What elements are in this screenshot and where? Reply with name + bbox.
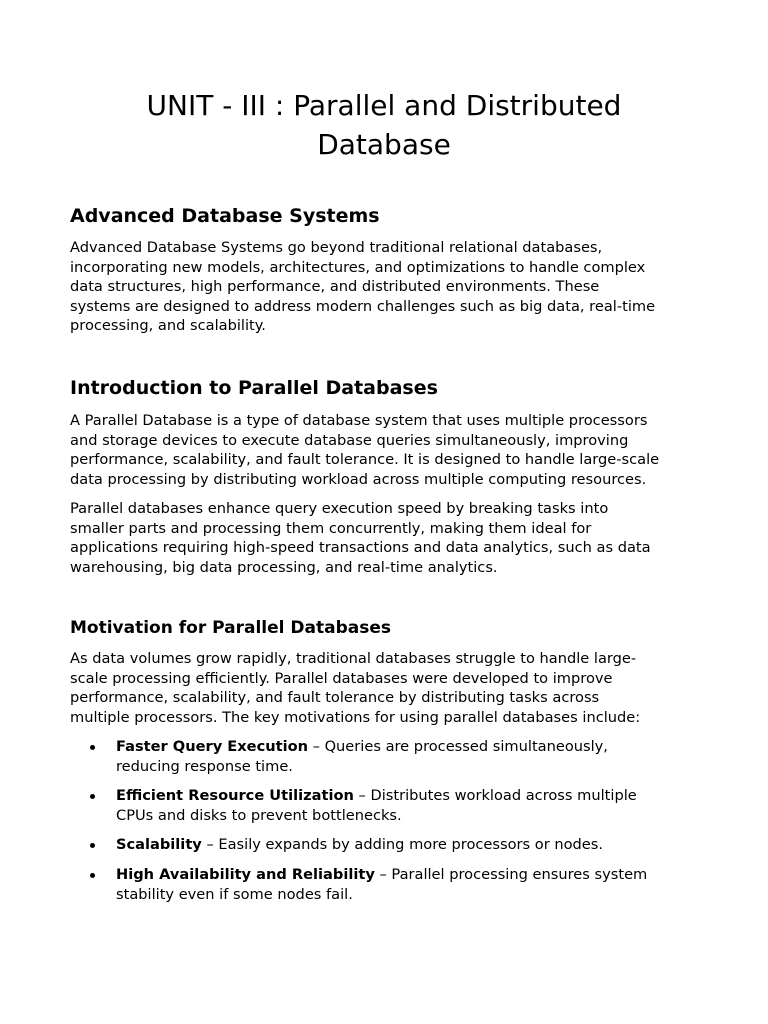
paragraph-line: scale processing efficiently. Parallel databases were developed to improve [70, 669, 613, 687]
motivation-bullet-list [70, 737, 698, 914]
paragraph-line: processing, and scalability. [70, 317, 266, 335]
page-title [70, 86, 698, 164]
bullet-text: – Easily expands by adding more processors or nodes. [201, 836, 603, 854]
bullet-line [116, 865, 698, 885]
paragraph-line: data processing by distributing workload across multiple computing resources. [70, 470, 647, 488]
bullet-line [116, 737, 698, 757]
bullet-term: Scalability [116, 836, 202, 854]
page-title-line-2: Database [317, 128, 451, 161]
paragraph-line: Advanced Database Systems go beyond traditional relational databases, [70, 239, 603, 256]
bullet-line: reducing response time. [116, 757, 293, 775]
paragraph-line: smaller parts and processing them concurrently, making them ideal for [70, 519, 592, 537]
bullet-term: High Availability and Reliability [116, 865, 375, 883]
bullet-term: Faster Query Execution [116, 738, 308, 755]
paragraph-line: data structures, high performance, and distributed environments. These [70, 278, 600, 296]
list-item [70, 835, 698, 855]
heading-motivation-parallel-databases: Motivation for Parallel Databases [70, 618, 391, 638]
heading-introduction-parallel-databases: Introduction to Parallel Databases [70, 377, 438, 399]
bullet-term: Efficient Resource Utilization [116, 787, 354, 805]
paragraph-motivation [70, 649, 698, 727]
paragraph-line: multiple processors. The key motivations for using parallel databases include: [70, 708, 641, 726]
paragraph-line: systems are designed to address modern challenges such as big data, real-time [70, 297, 656, 315]
paragraph-line: performance, scalability, and fault tolerance by distributing tasks across [70, 689, 600, 707]
paragraph-intro-2 [70, 499, 698, 577]
list-item [70, 865, 698, 904]
heading-advanced-database-systems: Advanced Database Systems [70, 205, 380, 227]
bullet-text: – Parallel processing ensures system [374, 865, 648, 883]
paragraph-line: warehousing, big data processing, and real-time analytics. [70, 558, 498, 576]
paragraph-line: incorporating new models, architectures, and optimizations to handle complex [70, 258, 646, 276]
paragraph-intro-1 [70, 411, 698, 489]
list-item [70, 737, 698, 776]
bullet-line: CPUs and disks to prevent bottlenecks. [116, 806, 402, 824]
paragraph-advanced-database-systems [70, 238, 698, 336]
bullet-text: – Distributes workload across multiple [353, 787, 637, 805]
bullet-line [116, 835, 698, 855]
paragraph-line: and storage devices to execute database queries simultaneously, improving [70, 431, 629, 449]
bullet-dot-icon [90, 745, 95, 750]
paragraph-line: A Parallel Database is a type of database system that uses multiple processors [70, 412, 648, 429]
paragraph-line: applications requiring high-speed transactions and data analytics, such as data [70, 539, 651, 557]
bullet-line: stability even if some nodes fail. [116, 885, 353, 903]
paragraph-line: As data volumes grow rapidly, traditional databases struggle to handle large- [70, 650, 637, 667]
bullet-dot-icon [90, 873, 95, 878]
bullet-text: – Queries are processed simultaneously, [308, 738, 608, 755]
bullet-dot-icon [90, 843, 95, 848]
paragraph-line: performance, scalability, and fault tolerance. It is designed to handle large-scale [70, 451, 660, 469]
bullet-line [116, 786, 698, 806]
bullet-dot-icon [90, 794, 95, 799]
paragraph-line: Parallel databases enhance query execution speed by breaking tasks into [70, 500, 609, 517]
list-item [70, 786, 698, 825]
page-title-line-1: UNIT - III : Parallel and Distributed [146, 89, 622, 122]
